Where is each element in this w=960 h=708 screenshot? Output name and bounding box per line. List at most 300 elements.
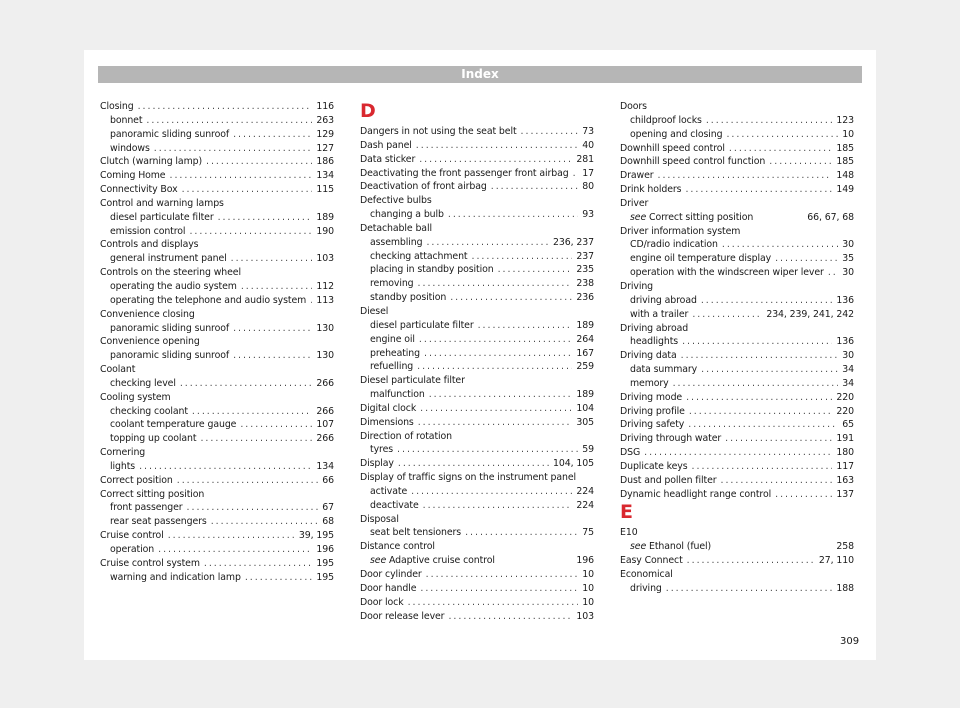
index-subentry bbox=[620, 114, 854, 128]
index-subentry bbox=[360, 499, 594, 513]
entry-label: opening and closing bbox=[630, 128, 723, 140]
entry-label: headlights bbox=[630, 336, 679, 348]
leader-dots bbox=[448, 208, 578, 222]
entry-page-ref: 103 bbox=[576, 610, 594, 622]
index-subentry bbox=[360, 208, 594, 222]
leader-dots bbox=[206, 155, 312, 169]
entry-page-ref: 30 bbox=[842, 267, 854, 279]
entry-label: Cruise control system bbox=[100, 557, 200, 569]
entry-page-ref: 104 bbox=[576, 402, 594, 414]
leader-dots bbox=[681, 349, 839, 363]
leader-dots bbox=[701, 294, 833, 308]
index-entry bbox=[620, 474, 854, 488]
index-subentry bbox=[360, 485, 594, 499]
leader-dots bbox=[498, 263, 573, 277]
entry-page-ref: 136 bbox=[836, 336, 854, 348]
leader-dots bbox=[417, 360, 572, 374]
entry-label: Dangers in not using the seat belt bbox=[360, 126, 517, 137]
index-subentry bbox=[620, 308, 854, 322]
entry-label: diesel particulate filter bbox=[370, 319, 474, 331]
entry-label: engine oil temperature display bbox=[630, 253, 772, 265]
leader-dots bbox=[231, 252, 313, 266]
index-heading: Correct sitting position bbox=[100, 488, 205, 500]
leader-dots bbox=[478, 319, 573, 333]
entry-label: checking coolant bbox=[110, 405, 188, 417]
index-column-3 bbox=[620, 100, 854, 596]
index-subentry bbox=[360, 360, 594, 374]
leader-dots bbox=[245, 571, 313, 585]
leader-dots bbox=[426, 236, 549, 250]
leader-dots bbox=[729, 142, 832, 156]
see-reference: see bbox=[630, 211, 647, 223]
entry-page-ref: 130 bbox=[316, 350, 334, 362]
index-subentry bbox=[620, 211, 854, 225]
leader-dots bbox=[204, 557, 313, 571]
leader-dots bbox=[775, 488, 832, 502]
leader-dots bbox=[687, 554, 815, 568]
leader-dots bbox=[666, 582, 833, 596]
leader-dots bbox=[658, 169, 833, 183]
leader-dots bbox=[420, 402, 572, 416]
index-heading: Controls and displays bbox=[100, 239, 199, 251]
leader-dots bbox=[211, 515, 319, 529]
leader-dots bbox=[310, 294, 312, 308]
entry-page-ref: 129 bbox=[316, 128, 334, 140]
leader-dots bbox=[420, 582, 578, 596]
index-subentry bbox=[100, 211, 334, 225]
leader-dots bbox=[168, 529, 295, 543]
entry-label: lights bbox=[110, 460, 136, 472]
index-subentry bbox=[100, 322, 334, 336]
index-subentry bbox=[620, 294, 854, 308]
leader-dots bbox=[686, 391, 832, 405]
entry-label: coolant temperature gauge bbox=[110, 419, 237, 431]
index-entry bbox=[100, 557, 334, 571]
entry-page-ref: 59 bbox=[582, 444, 594, 456]
index-heading: Direction of rotation bbox=[360, 430, 453, 442]
index-section-letter: E bbox=[620, 501, 633, 524]
index-subentry bbox=[360, 333, 594, 347]
entry-label: topping up coolant bbox=[110, 433, 197, 445]
entry-page-ref: 238 bbox=[576, 278, 594, 290]
entry-label-wrap bbox=[630, 540, 711, 554]
index-entry bbox=[620, 142, 854, 156]
entry-label: changing a bulb bbox=[370, 209, 444, 221]
entry-label: seat belt tensioners bbox=[370, 527, 462, 539]
entry-label: deactivate bbox=[370, 499, 419, 511]
index-entry bbox=[620, 554, 854, 568]
index-subentry bbox=[100, 128, 334, 142]
entry-page-ref: 67 bbox=[322, 502, 334, 514]
entry-page-ref: 123 bbox=[836, 114, 854, 126]
entry-page-ref: 115 bbox=[316, 184, 334, 196]
index-subentry bbox=[360, 319, 594, 333]
leader-dots bbox=[398, 457, 549, 471]
index-heading: Controls on the steering wheel bbox=[100, 267, 241, 279]
entry-label: Closing bbox=[100, 101, 134, 112]
see-reference: see bbox=[370, 555, 387, 567]
index-column-1 bbox=[100, 100, 334, 585]
index-section-letter: D bbox=[360, 100, 376, 122]
entry-label: Driving safety bbox=[620, 419, 685, 431]
index-subentry bbox=[620, 377, 854, 391]
entry-label: Correct position bbox=[100, 474, 173, 486]
index-subentry bbox=[360, 526, 594, 540]
entry-page-ref: 127 bbox=[316, 142, 334, 154]
entry-label-wrap bbox=[630, 211, 753, 225]
entry-label: Duplicate keys bbox=[620, 460, 688, 472]
entry-page-ref: 103 bbox=[316, 253, 334, 265]
entry-page-ref: 259 bbox=[576, 361, 594, 373]
index-entry bbox=[360, 180, 594, 194]
entry-page-ref: 17 bbox=[582, 167, 594, 179]
leader-dots bbox=[769, 155, 832, 169]
leader-dots bbox=[689, 405, 833, 419]
entry-page-ref: 80 bbox=[582, 181, 594, 193]
entry-page-ref: 136 bbox=[836, 294, 854, 306]
leader-dots bbox=[725, 432, 832, 446]
leader-dots bbox=[397, 443, 578, 457]
index-subentry bbox=[100, 225, 334, 239]
entry-page-ref: 93 bbox=[582, 209, 594, 221]
entry-page-ref: 189 bbox=[576, 319, 594, 331]
leader-dots bbox=[158, 543, 312, 557]
leader-dots bbox=[775, 252, 838, 266]
entry-page-ref: 39, 195 bbox=[298, 530, 334, 542]
index-heading: Display of traffic signs on the instrument panel bbox=[360, 472, 577, 484]
leader-dots bbox=[692, 460, 833, 474]
page-number: 309 bbox=[840, 636, 860, 647]
entry-page-ref: 186 bbox=[316, 156, 334, 168]
entry-label: assembling bbox=[370, 236, 423, 248]
index-heading: E10 bbox=[620, 527, 638, 539]
entry-label: removing bbox=[370, 278, 414, 290]
leader-dots bbox=[154, 142, 313, 156]
index-subentry bbox=[100, 405, 334, 419]
leader-dots bbox=[706, 114, 833, 128]
index-entry bbox=[100, 155, 334, 169]
entry-label: Door release lever bbox=[360, 610, 445, 622]
index-entry bbox=[360, 610, 594, 624]
index-entry bbox=[620, 432, 854, 446]
leader-dots bbox=[424, 347, 572, 361]
entry-label: Downhill speed control bbox=[620, 142, 725, 154]
entry-label: Dimensions bbox=[360, 416, 414, 428]
see-reference: see bbox=[630, 541, 647, 553]
index-subentry bbox=[360, 250, 594, 264]
entry-label: childproof locks bbox=[630, 114, 702, 126]
index-heading: Driving abroad bbox=[620, 322, 689, 334]
entry-page-ref: 189 bbox=[316, 211, 334, 223]
entry-page-ref: 113 bbox=[316, 294, 334, 306]
leader-dots bbox=[573, 167, 579, 181]
entry-page-ref: 195 bbox=[316, 571, 334, 583]
index-subentry bbox=[100, 377, 334, 391]
index-subentry bbox=[100, 252, 334, 266]
entry-label: Deactivation of front airbag bbox=[360, 181, 487, 193]
entry-page-ref: 224 bbox=[576, 499, 594, 511]
index-entry bbox=[100, 529, 334, 543]
entry-page-ref: 66 bbox=[322, 474, 334, 486]
leader-dots bbox=[233, 128, 312, 142]
leader-dots bbox=[429, 388, 573, 402]
entry-page-ref: 235 bbox=[576, 264, 594, 276]
entry-page-ref: 185 bbox=[836, 156, 854, 168]
index-subentry bbox=[620, 540, 854, 554]
entry-label: Drawer bbox=[620, 170, 654, 182]
leader-dots bbox=[465, 526, 578, 540]
index-subentry bbox=[100, 515, 334, 529]
leader-dots bbox=[419, 153, 572, 167]
index-entry bbox=[620, 446, 854, 460]
entry-label: Driving data bbox=[620, 350, 677, 362]
index-entry bbox=[100, 100, 334, 114]
entry-label: warning and indication lamp bbox=[110, 571, 241, 583]
index-subentry bbox=[360, 388, 594, 402]
entry-label: Dash panel bbox=[360, 139, 412, 151]
leader-dots bbox=[450, 291, 572, 305]
index-subentry bbox=[620, 252, 854, 266]
entry-label: activate bbox=[370, 485, 408, 497]
entry-label: driving bbox=[630, 582, 662, 594]
index-heading: Defective bulbs bbox=[360, 195, 432, 207]
index-entry bbox=[620, 349, 854, 363]
entry-page-ref: 180 bbox=[836, 447, 854, 459]
entry-label: data summary bbox=[630, 364, 698, 376]
leader-dots bbox=[423, 499, 573, 513]
leader-dots bbox=[448, 610, 572, 624]
entry-page-ref: 220 bbox=[836, 391, 854, 403]
index-entry bbox=[620, 155, 854, 169]
index-entry bbox=[360, 402, 594, 416]
entry-label: Data sticker bbox=[360, 153, 416, 165]
entry-label: operation bbox=[110, 544, 155, 555]
leader-dots bbox=[491, 180, 579, 194]
entry-label: with a trailer bbox=[630, 308, 689, 320]
entry-page-ref: 30 bbox=[842, 239, 854, 251]
entry-label: refuelling bbox=[370, 361, 414, 373]
index-subentry bbox=[100, 571, 334, 585]
entry-page-ref: 266 bbox=[316, 377, 334, 389]
entry-page-ref: 191 bbox=[836, 433, 854, 445]
entry-label: Display bbox=[360, 458, 394, 470]
entry-page-ref: 107 bbox=[316, 419, 334, 431]
entry-page-ref: 236, 237 bbox=[553, 236, 594, 248]
index-subentry bbox=[100, 294, 334, 308]
entry-label: Ethanol (fuel) bbox=[649, 541, 712, 553]
entry-page-ref: 237 bbox=[576, 250, 594, 262]
index-heading: Driving bbox=[620, 280, 654, 292]
page-title: Index bbox=[98, 66, 862, 83]
index-subentry bbox=[620, 266, 854, 280]
entry-label: panoramic sliding sunroof bbox=[110, 322, 230, 334]
entry-page-ref: 73 bbox=[582, 126, 594, 137]
index-subentry bbox=[620, 128, 854, 142]
leader-dots bbox=[726, 128, 838, 142]
entry-page-ref: 224 bbox=[576, 485, 594, 497]
entry-page-ref: 66, 67, 68 bbox=[807, 211, 854, 223]
entry-label: panoramic sliding sunroof bbox=[110, 128, 230, 140]
index-entry bbox=[360, 582, 594, 596]
entry-label: checking attachment bbox=[370, 250, 468, 262]
entry-label: Coming Home bbox=[100, 170, 166, 182]
leader-dots bbox=[418, 416, 573, 430]
index-entry bbox=[360, 139, 594, 153]
index-entry bbox=[620, 405, 854, 419]
leader-dots bbox=[426, 568, 579, 582]
leader-dots bbox=[688, 418, 838, 432]
index-entry bbox=[620, 418, 854, 432]
index-heading: Driver information system bbox=[620, 225, 741, 237]
entry-label: Dust and pollen filter bbox=[620, 474, 717, 486]
entry-label: standby position bbox=[370, 292, 447, 304]
index-subentry bbox=[360, 277, 594, 291]
index-subentry bbox=[100, 114, 334, 128]
entry-label: Cruise control bbox=[100, 530, 164, 542]
leader-dots bbox=[521, 125, 579, 139]
leader-dots bbox=[411, 485, 572, 499]
entry-page-ref: 10 bbox=[582, 569, 594, 580]
index-heading: Disposal bbox=[360, 513, 399, 525]
entry-label: Adaptive cruise control bbox=[389, 555, 495, 567]
entry-page-ref: 281 bbox=[576, 153, 594, 165]
entry-page-ref: 196 bbox=[316, 544, 334, 555]
leader-dots bbox=[233, 349, 312, 363]
index-heading: Coolant bbox=[100, 364, 136, 376]
entry-label: rear seat passengers bbox=[110, 516, 207, 528]
entry-label: Driving through water bbox=[620, 433, 722, 445]
entry-page-ref: 137 bbox=[836, 488, 854, 500]
leader-dots bbox=[419, 333, 572, 347]
entry-page-ref: 196 bbox=[576, 555, 594, 567]
index-entry bbox=[360, 153, 594, 167]
leader-dots bbox=[146, 114, 312, 128]
entry-label: preheating bbox=[370, 347, 420, 359]
entry-page-ref: 112 bbox=[316, 280, 334, 292]
index-heading: Distance control bbox=[360, 541, 435, 553]
entry-page-ref: 104, 105 bbox=[553, 458, 594, 470]
entry-page-ref: 149 bbox=[836, 184, 854, 196]
leader-dots bbox=[241, 280, 313, 294]
entry-page-ref: 258 bbox=[836, 541, 854, 553]
leader-dots bbox=[416, 139, 578, 153]
entry-label: Dynamic headlight range control bbox=[620, 488, 772, 500]
entry-label: Drink holders bbox=[620, 184, 682, 196]
entry-page-ref: 10 bbox=[582, 582, 594, 594]
leader-dots bbox=[828, 266, 838, 280]
leader-dots bbox=[177, 474, 319, 488]
index-subentry bbox=[360, 347, 594, 361]
leader-dots bbox=[192, 405, 312, 419]
index-heading: Diesel particulate filter bbox=[360, 375, 465, 387]
entry-page-ref: 266 bbox=[316, 433, 334, 445]
leader-dots bbox=[721, 474, 833, 488]
entry-label: CD/radio indication bbox=[630, 239, 718, 251]
index-heading: Convenience opening bbox=[100, 336, 200, 348]
leader-dots bbox=[200, 432, 312, 446]
entry-page-ref: 134 bbox=[316, 170, 334, 182]
entry-page-ref: 234, 239, 241, 242 bbox=[766, 308, 854, 320]
index-entry bbox=[100, 183, 334, 197]
entry-label: Door cylinder bbox=[360, 569, 422, 580]
entry-page-ref: 116 bbox=[316, 101, 334, 112]
entry-label: Correct sitting position bbox=[649, 211, 754, 223]
index-subentry bbox=[360, 263, 594, 277]
entry-page-ref: 163 bbox=[836, 474, 854, 486]
leader-dots bbox=[218, 211, 313, 225]
index-entry bbox=[620, 169, 854, 183]
index-column-2 bbox=[360, 100, 594, 623]
entry-page-ref: 130 bbox=[316, 322, 334, 334]
index-heading: Cornering bbox=[100, 447, 146, 459]
leader-dots bbox=[722, 238, 838, 252]
entry-label: DSG bbox=[620, 447, 641, 459]
entry-page-ref: 30 bbox=[842, 350, 854, 362]
entry-label: Downhill speed control function bbox=[620, 156, 766, 168]
entry-label-wrap bbox=[370, 554, 495, 568]
index-entry bbox=[100, 474, 334, 488]
index-entry bbox=[620, 391, 854, 405]
index-heading: Control and warning lamps bbox=[100, 197, 224, 209]
index-page bbox=[84, 50, 876, 660]
index-subentry bbox=[360, 554, 594, 568]
leader-dots bbox=[418, 277, 573, 291]
index-subentry bbox=[620, 335, 854, 349]
entry-label: engine oil bbox=[370, 333, 415, 345]
entry-page-ref: 65 bbox=[842, 419, 854, 431]
entry-page-ref: 117 bbox=[836, 460, 854, 472]
entry-page-ref: 236 bbox=[576, 292, 594, 304]
leader-dots bbox=[471, 250, 572, 264]
leader-dots bbox=[139, 460, 312, 474]
entry-label: panoramic sliding sunroof bbox=[110, 350, 230, 362]
entry-label: diesel particulate filter bbox=[110, 211, 214, 223]
entry-label: operating the telephone and audio system bbox=[110, 294, 307, 306]
leader-dots bbox=[673, 377, 839, 391]
entry-label: operation with the windscreen wiper lever bbox=[630, 267, 824, 279]
index-heading: Economical bbox=[620, 569, 673, 580]
entry-page-ref: 10 bbox=[582, 596, 594, 608]
entry-label: malfunction bbox=[370, 389, 425, 401]
entry-page-ref: 35 bbox=[842, 253, 854, 265]
leader-dots bbox=[182, 183, 313, 197]
entry-page-ref: 167 bbox=[576, 347, 594, 359]
index-subentry bbox=[360, 443, 594, 457]
leader-dots bbox=[138, 100, 313, 114]
entry-page-ref: 195 bbox=[316, 557, 334, 569]
entry-label: Connectivity Box bbox=[100, 184, 178, 196]
leader-dots bbox=[701, 363, 838, 377]
entry-page-ref: 189 bbox=[576, 389, 594, 401]
entry-label: Easy Connect bbox=[620, 555, 683, 567]
entry-page-ref: 305 bbox=[576, 416, 594, 428]
entry-label: Driving mode bbox=[620, 391, 683, 403]
index-heading: Detachable ball bbox=[360, 222, 432, 234]
index-entry bbox=[620, 488, 854, 502]
entry-page-ref: 266 bbox=[316, 405, 334, 417]
entry-label: Digital clock bbox=[360, 402, 417, 414]
leader-dots bbox=[233, 322, 312, 336]
entry-page-ref: 148 bbox=[836, 170, 854, 182]
index-entry bbox=[360, 596, 594, 610]
entry-label: general instrument panel bbox=[110, 253, 227, 265]
leader-dots bbox=[180, 377, 313, 391]
entry-page-ref: 185 bbox=[836, 142, 854, 154]
index-entry bbox=[100, 169, 334, 183]
entry-label: bonnet bbox=[110, 114, 143, 126]
index-entry bbox=[360, 457, 594, 471]
leader-dots bbox=[644, 446, 832, 460]
